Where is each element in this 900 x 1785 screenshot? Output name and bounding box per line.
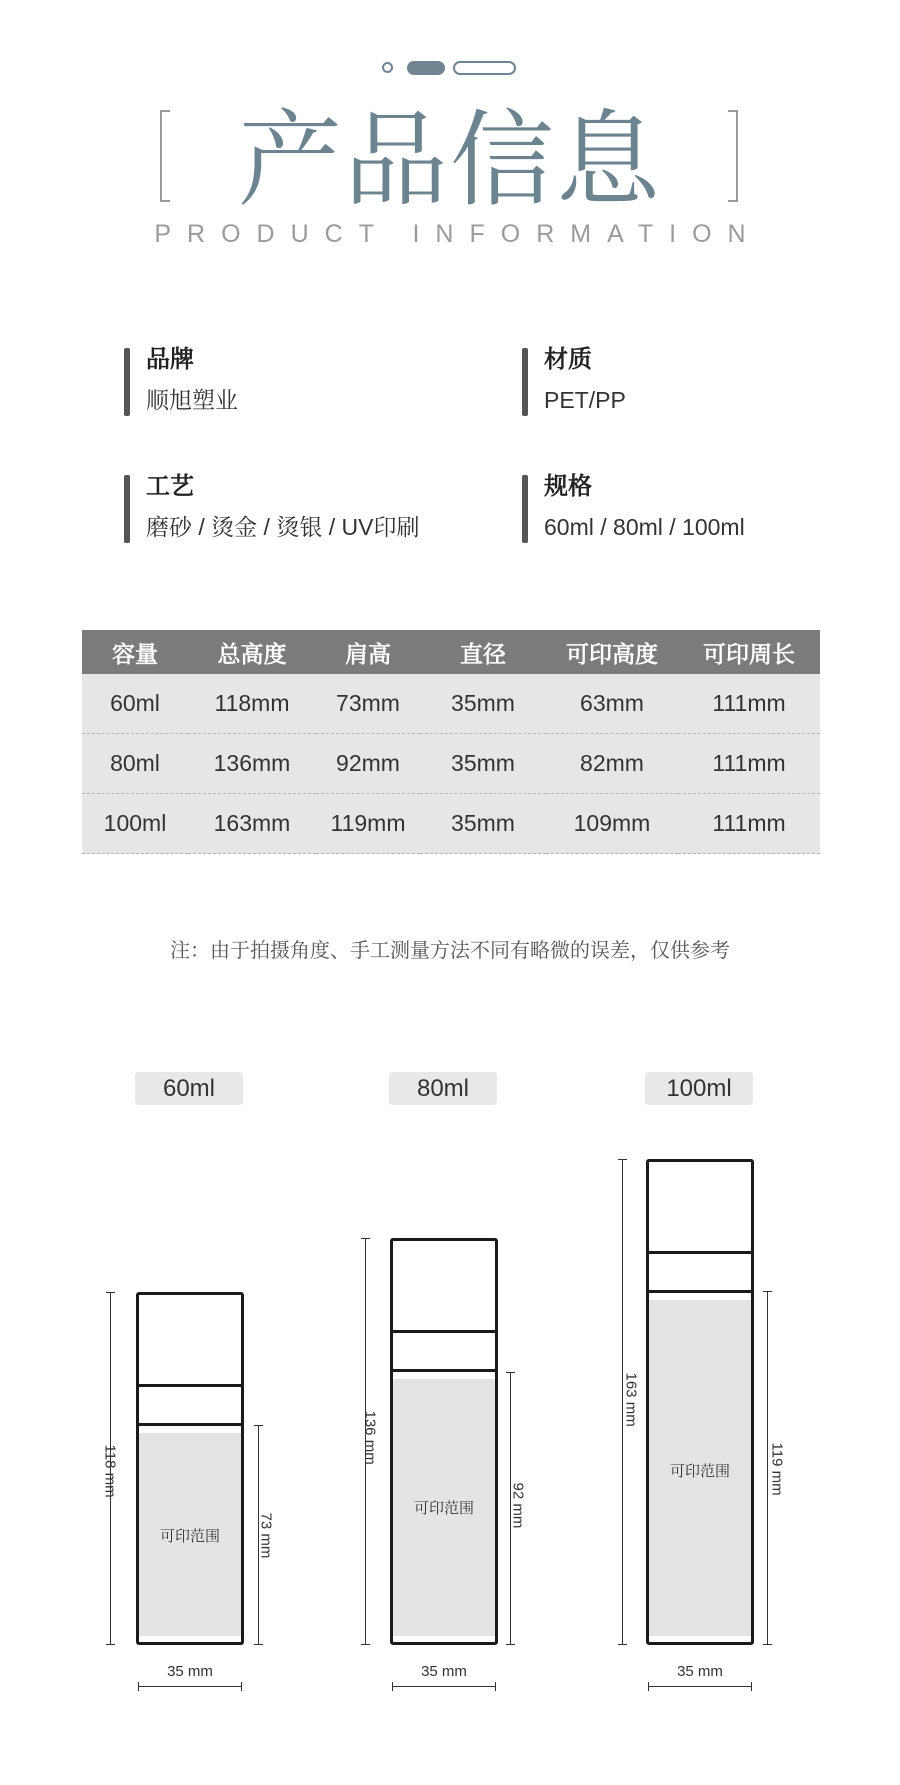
table-header: 总高度 [188,630,316,674]
total-height-label: 163 mm [622,1372,640,1427]
table-cell: 60ml [82,674,188,734]
info-value: 60ml / 80ml / 100ml [544,514,745,540]
info-bar [522,348,528,416]
shoulder-height-label: 119 mm [768,1442,786,1496]
info-bar [124,475,130,543]
dim-tick [618,1644,627,1645]
table-header: 可印高度 [546,630,678,674]
table-header: 容量 [82,630,188,674]
bottle-size-label: 100ml [645,1072,753,1105]
cap-divider [139,1384,241,1387]
spec-table [82,630,820,854]
table-cell: 35mm [420,674,546,734]
dim-tick [618,1159,627,1160]
diameter-label: 35 mm [167,1663,213,1680]
dim-tick [254,1425,263,1426]
table-cell: 163mm [188,794,316,854]
table-cell: 82mm [546,734,678,794]
bottle-size-label: 60ml [135,1072,243,1105]
info-brand [124,344,454,416]
bottle-60ml [136,1292,244,1645]
info-value: 顺旭塑业 [146,387,238,413]
print-area-label: 可印范围 [159,1528,220,1545]
dim-tick [138,1682,139,1691]
print-area [139,1433,241,1636]
pager-dot-3 [453,61,516,75]
shoulder-height-label: 73 mm [257,1512,275,1559]
table-row [82,734,820,794]
page-title: 产品信息 [237,99,662,221]
pager-dot-2 [407,61,445,75]
total-height-label: 136 mm [361,1410,379,1465]
table-cell: 118mm [188,674,316,734]
total-height-label: 118 mm [101,1444,119,1498]
table-row [82,794,820,854]
shoulder-divider [649,1290,751,1293]
bottle-size-label: 80ml [389,1072,497,1105]
dim-tick [392,1682,393,1691]
info-label: 工艺 [146,473,194,500]
shoulder-divider [393,1369,495,1372]
disclaimer-note: 注：由于拍摄角度、手工测量方法不同有略微的误差，仅供参考 [170,940,730,962]
dim-tick [763,1291,772,1292]
pager-dot-1 [382,62,393,73]
dim-tick [254,1644,263,1645]
shoulder-divider [139,1423,241,1426]
table-cell: 80ml [82,734,188,794]
cap-divider [649,1251,751,1254]
table-cell: 111mm [678,734,820,794]
info-value: 磨砂 / 烫金 / 烫银 / UV印刷 [146,514,420,540]
info-value: PET/PP [544,387,626,413]
bottle-80ml [390,1238,498,1645]
info-label: 材质 [544,346,592,373]
dim-tick [495,1682,496,1691]
table-cell: 35mm [420,734,546,794]
table-header: 可印周长 [678,630,820,674]
dim-tick [648,1682,649,1691]
dim-tick [763,1644,772,1645]
print-area [649,1300,751,1636]
table-cell: 111mm [678,674,820,734]
info-label: 品牌 [146,346,194,373]
dim-tick [361,1644,370,1645]
table-row [82,674,820,734]
diameter-label: 35 mm [421,1663,467,1680]
print-area [393,1379,495,1636]
diameter-line [648,1686,752,1687]
dim-tick [506,1372,515,1373]
dim-tick [361,1238,370,1239]
info-bar [522,475,528,543]
info-bar [124,348,130,416]
info-material [522,344,852,416]
table-cell: 35mm [420,794,546,854]
table-header-row [82,630,820,674]
table-cell: 73mm [316,674,420,734]
dim-tick [506,1644,515,1645]
table-cell: 92mm [316,734,420,794]
cap-divider [393,1330,495,1333]
bottle-100ml [646,1159,754,1645]
table-cell: 136mm [188,734,316,794]
dim-tick [106,1292,115,1293]
print-area-label: 可印范围 [413,1500,474,1517]
shoulder-height-label: 92 mm [509,1482,527,1529]
table-cell: 109mm [546,794,678,854]
diameter-label: 35 mm [677,1663,723,1680]
dim-tick [751,1682,752,1691]
table-header: 肩高 [316,630,420,674]
info-process [124,471,454,543]
table-header: 直径 [420,630,546,674]
dim-tick [106,1644,115,1645]
table-cell: 63mm [546,674,678,734]
diameter-line [392,1686,496,1687]
table-cell: 111mm [678,794,820,854]
diameter-line [138,1686,242,1687]
info-spec [522,471,852,543]
table-cell: 119mm [316,794,420,854]
dim-tick [241,1682,242,1691]
page-subtitle: PRODUCT INFORMATION [154,220,762,248]
table-cell: 100ml [82,794,188,854]
print-area-label: 可印范围 [669,1463,730,1480]
info-label: 规格 [544,473,592,500]
